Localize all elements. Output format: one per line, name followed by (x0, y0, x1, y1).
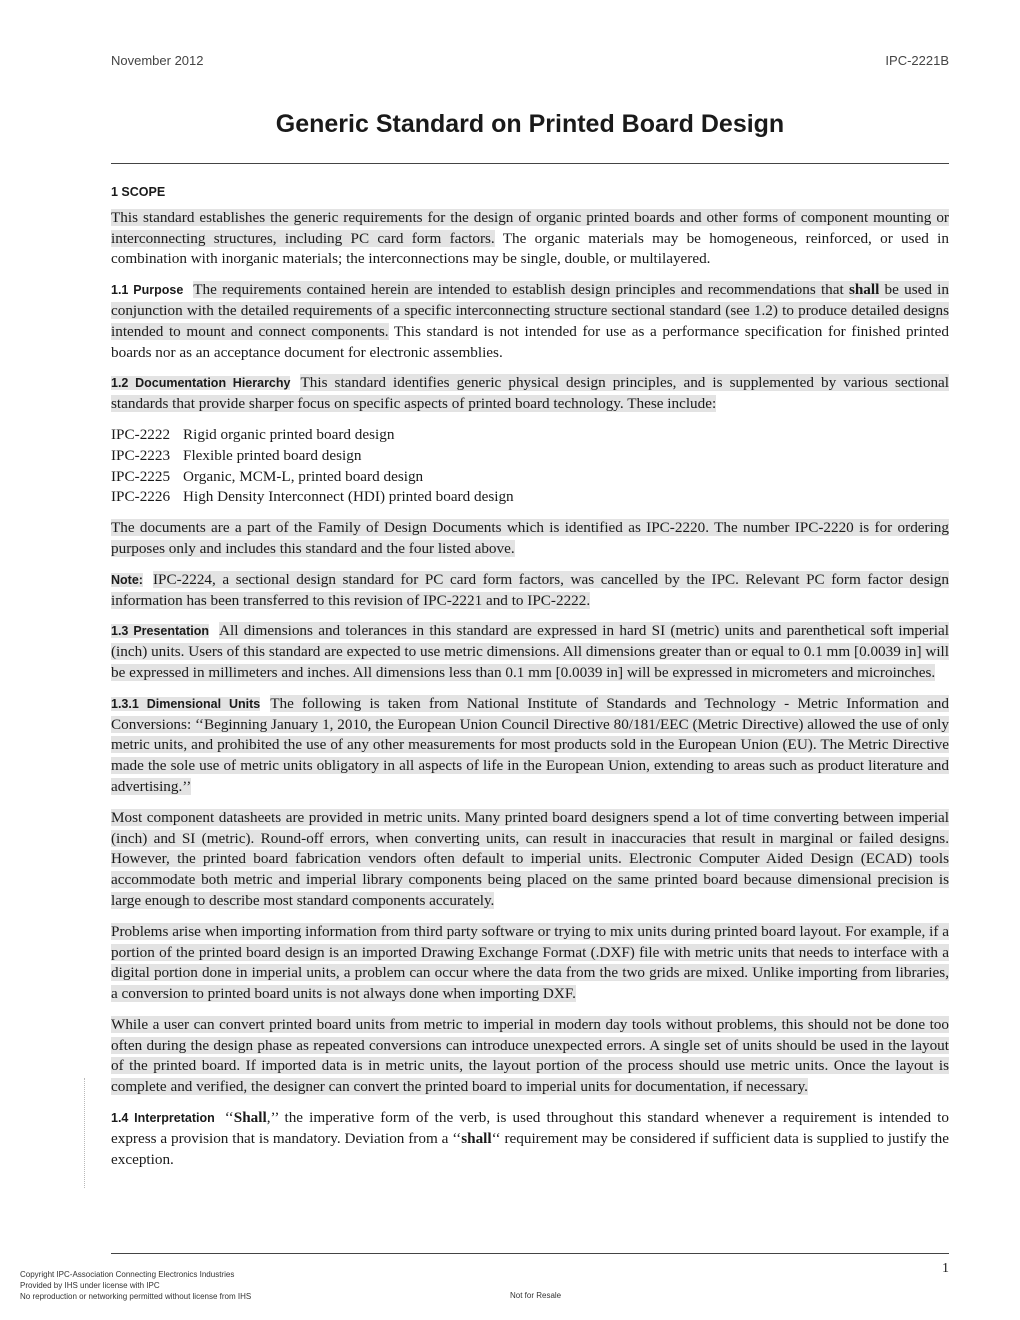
family-text: The documents are a part of the Family of Design Documents which is identified as IPC-2220. The number IPC-2220 is for ordering purposes only and includes this standard and the four listed above. (111, 519, 949, 557)
page-number: 1 (942, 1261, 949, 1276)
datasheets-paragraph (111, 808, 949, 912)
purpose-heading: 1.1 Purpose (111, 283, 184, 298)
datasheets-text: Most component datasheets are provided in metric units. Many printed board designers spend a lot of time converting between imperial (inch) and SI (metric). Round-off errors, when converting units, can result in inaccuracies that result in marginal or failed designs. However, the printed board fabrication vendors often default to imperial units. Electronic Computer Aided Design (ECAD) tools accommodate both metric and imperial library components being placed on the same printed board because dimensional precision is large enough to describe most standard components accurately. (111, 808, 949, 909)
scope-text: The organic materials may be homogeneous, reinforced, or used in combination with inorganic materials; the interconnections may be single, double, or multilayered. (111, 229, 949, 268)
standard-code: IPC-2223 (111, 446, 171, 464)
document-body (111, 182, 949, 1180)
standard-description: Organic, MCM-L, printed board design (183, 467, 424, 485)
header-date: November 2012 (111, 53, 204, 68)
interpretation-text-b: ‘‘ requirement may be considered if sufficient data is supplied to justify the exception. (111, 1129, 949, 1168)
family-paragraph (111, 518, 949, 560)
problems-paragraph (111, 922, 949, 1005)
hierarchy-text: This standard identifies generic physical design principles, and is supplemented by various sectional standards that provide sharper focus on specific aspects of printed board technology. These include: (111, 374, 949, 413)
page-title: Generic Standard on Printed Board Design (275, 110, 785, 138)
interpretation-heading: 1.4 Interpretation (111, 1111, 215, 1126)
standard-code: IPC-2222 (111, 425, 171, 443)
reproduction-line: No reproduction or networking permitted without license from IHS (20, 1292, 252, 1301)
note-label: Note: (111, 572, 143, 587)
interpretation-text-a: ,’’ the imperative form of the verb, is used throughout this standard whenever a requirement is intended to express a provision that is mandatory. Deviation from a ‘‘ (111, 1109, 949, 1147)
presentation-heading: 1.3 Presentation (111, 624, 210, 639)
sectional-standards-list (111, 425, 949, 508)
presentation-text: All dimensions and tolerances in this standard are expressed in hard SI (metric) units and parenthetical soft imperial (inch) units. Users of this standard are expected to use metric dimensions. All dimensions greater than or equal to 0.1 mm [0.0039 in] will be expressed in millimeters and inches. All dimensions less than 0.1 mm [0.0039 in] will be expressed in micrometers and microinches. (111, 622, 949, 681)
title-divider (111, 163, 949, 164)
interpretation-shall-cap: Shall (233, 1109, 267, 1127)
resale-notice: Not for Resale (510, 1291, 562, 1300)
copyright-line: Copyright IPC-Association Connecting Electronics Industries (20, 1270, 235, 1279)
list-item (111, 467, 949, 488)
purpose-highlight-b: be used in conjunction with the detailed requirements of a specific interconnecting structure sectional standard (see 1.2) to produce detailed designs intended to mount and connect components. (111, 281, 949, 340)
list-item (111, 446, 949, 467)
interpretation-paragraph (111, 1108, 949, 1170)
standard-description: Flexible printed board design (183, 446, 362, 464)
units-paragraph (111, 694, 949, 798)
note-text: IPC-2224, a sectional design standard for PC card form factors, was cancelled by the IPC. Relevant PC form factor design information has been transferred to this revision of IPC-2221 and to IPC-2222. (111, 570, 949, 609)
standard-code: IPC-2225 (111, 467, 171, 485)
units-heading: 1.3.1 Dimensional Units (111, 696, 261, 711)
scope-heading: 1 SCOPE (111, 185, 166, 199)
conversion-text: While a user can convert printed board units from metric to imperial in modern day tools without problems, this should not be done too often during the design phase as repeated conversions can introduce unexpected errors. A single set of units should be used in the layout of the printed board. If imported data is in metric units, the layout portion of the process should use metric units. Once the layout is complete and verified, the designer can convert the printed board to imperial units for documentation, if necessary. (111, 1015, 949, 1096)
conversion-paragraph (111, 1015, 949, 1098)
hierarchy-paragraph (111, 373, 949, 415)
footer-divider (111, 1253, 949, 1254)
presentation-paragraph (111, 621, 949, 683)
list-item (111, 487, 949, 508)
margin-mark (84, 1078, 93, 1188)
problems-text: Problems arise when importing information from third party software or trying to mix units during printed board layout. For example, if a portion of the printed board design is an imported Drawing Exchange Format (.DXF) file with metric units that needs to interface with a digital portion done in imperial units, a problem can occur where the data from the two grids are mixed. Unlike importing from libraries, a conversion to printed board units is not always done when importing DXF. (111, 922, 949, 1003)
standard-code: IPC-2226 (111, 488, 171, 506)
purpose-text: This standard is not intended for use as a performance specification for finished printed boards nor as an acceptance document for electronic assemblies. (111, 322, 949, 361)
scope-paragraph (111, 208, 949, 270)
purpose-highlight-a: The requirements contained herein are intended to establish design principles and recommendations that (193, 281, 849, 299)
scope-highlighted-text: This standard establishes the generic requirements for the design of organic printed boards and other forms of component mounting or interconnecting structures, including PC card form factors. (111, 208, 949, 247)
standard-description: Rigid organic printed board design (183, 425, 395, 443)
copyright-footer (20, 1269, 251, 1302)
purpose-shall: shall (848, 281, 880, 299)
list-item (111, 425, 949, 446)
interpretation-shall: shall (461, 1129, 492, 1147)
note-paragraph (111, 570, 949, 612)
units-text: The following is taken from National Institute of Standards and Technology - Metric Information and Conversions: ‘‘Beginning January 1, 2010, the European Union Council Directive 80/181/EEC (Metric Directive) allowed the use of only metric units, and prohibited the use of any other measurements for most products sold in the European Union (EU). The Metric Directive made the sole use of metric units obligatory in all aspects of life in the European Union, extending to areas such as product literature and advertising.’’ (111, 694, 949, 795)
header-doc-id: IPC-2221B (885, 53, 949, 68)
hierarchy-heading: 1.2 Documentation Hierarchy (111, 376, 291, 391)
license-line: Provided by IHS under license with IPC (20, 1281, 160, 1290)
purpose-paragraph (111, 280, 949, 363)
standard-description: High Density Interconnect (HDI) printed board design (183, 488, 514, 506)
interpretation-quote-open: ‘‘ (224, 1109, 234, 1127)
